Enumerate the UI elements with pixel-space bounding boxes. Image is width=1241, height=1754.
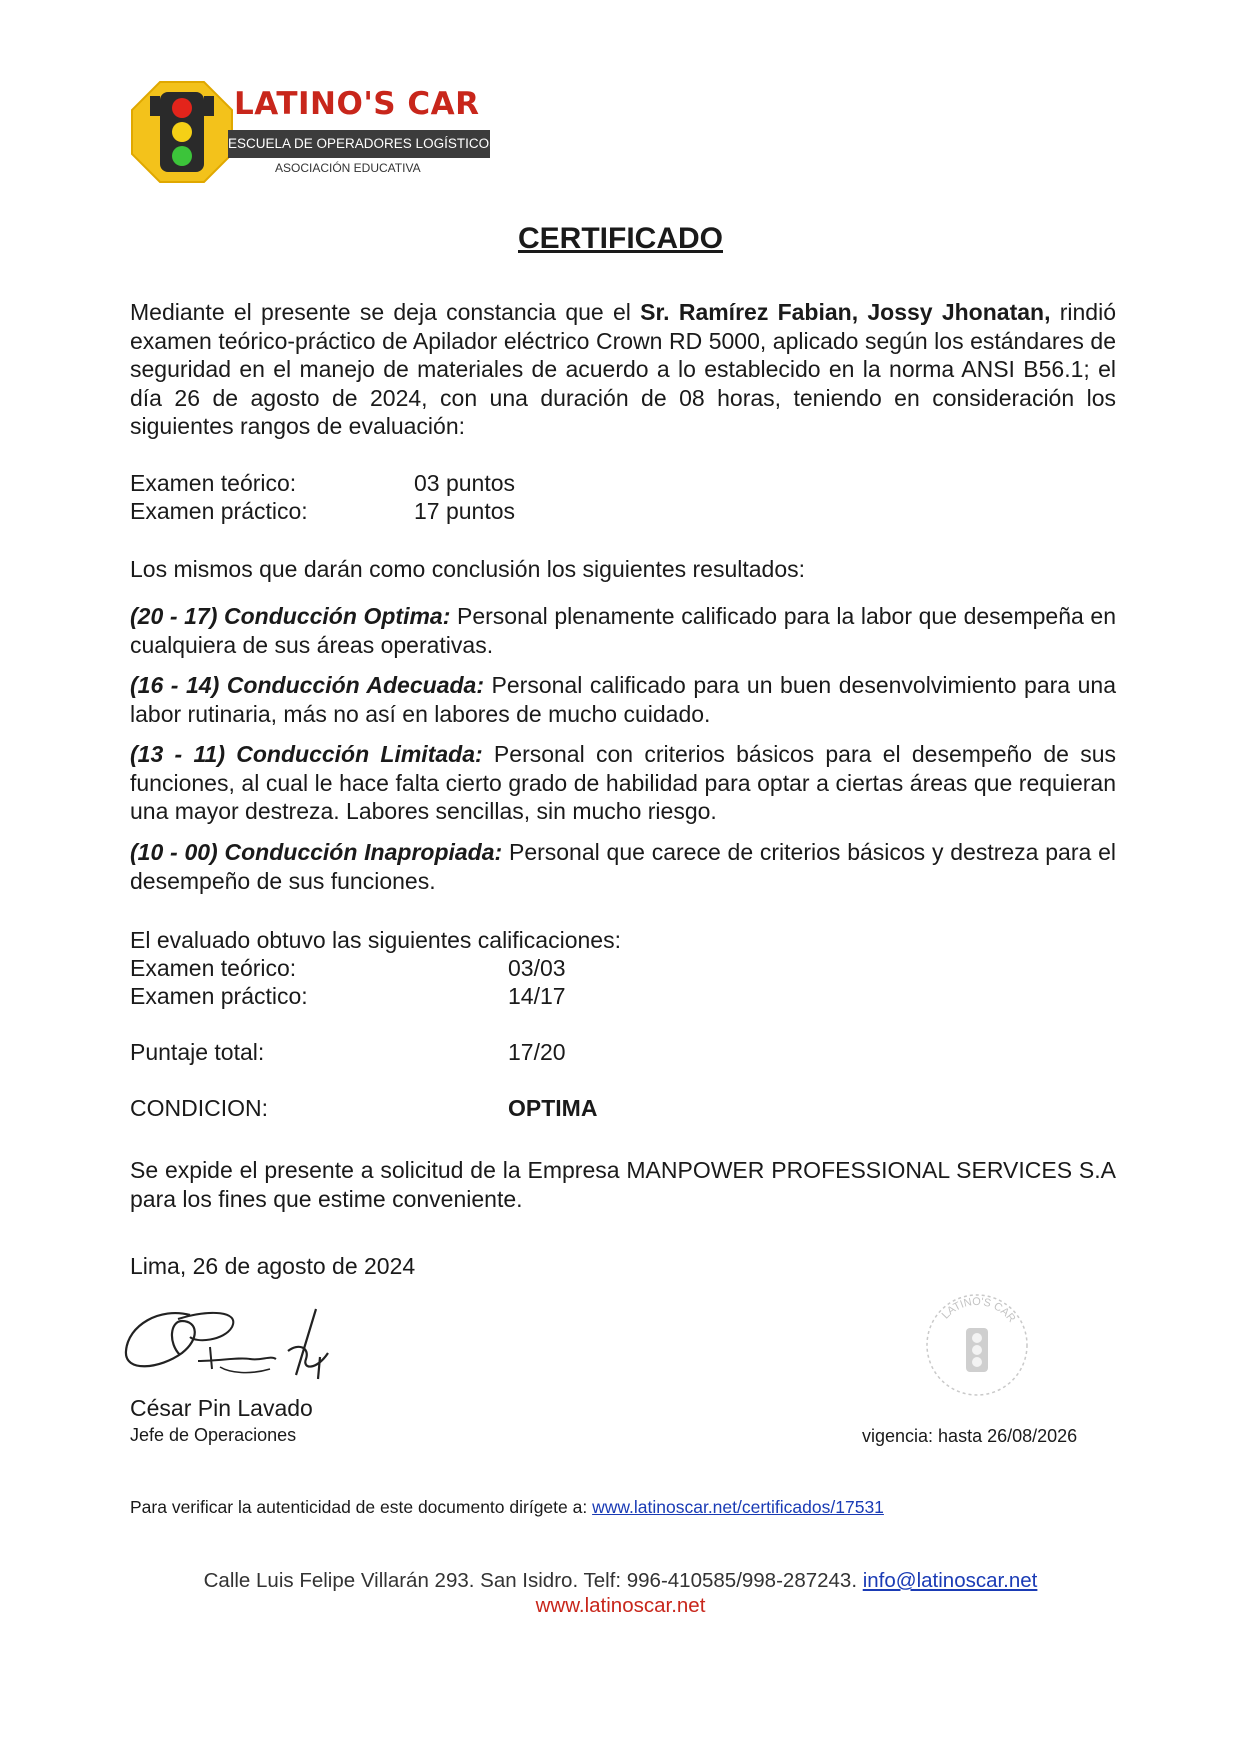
seal-text: LATINO'S CAR <box>939 1295 1018 1325</box>
level-limitada <box>130 740 1116 826</box>
condition-label: CONDICION: <box>130 1095 268 1121</box>
result-value: 14/17 <box>508 983 566 1009</box>
results-intro: El evaluado obtuvo las siguientes calificaciones: <box>130 927 621 953</box>
level-heading: (10 - 00) Conducción Inapropiada: <box>130 839 503 865</box>
level-heading: (13 - 11) Conducción Limitada: <box>130 741 483 767</box>
level-adecuada <box>130 671 1116 728</box>
document-title: CERTIFICADO <box>518 222 723 255</box>
validity-label: vigencia: hasta 26/08/2026 <box>862 1426 1078 1446</box>
place-date: Lima, 26 de agosto de 2024 <box>130 1253 416 1279</box>
traffic-light-icon <box>130 80 234 184</box>
level-heading: (16 - 14) Conducción Adecuada: <box>130 672 484 698</box>
candidate-name: Sr. Ramírez Fabian, Jossy Jhonatan, <box>640 299 1051 325</box>
range-value: 03 puntos <box>414 470 516 496</box>
level-text: Personal con criterios básicos para el desempeño de sus funciones, al cual le hace falta cierto grado de habilidad para optar a ciertas áreas que requieran una mayor destreza. Labores sencillas, sin mucho riesgo. <box>130 741 1117 824</box>
intro-paragraph <box>130 298 1116 441</box>
school-name: ESCUELA DE OPERADORES LOGÍSTICOS <box>228 130 490 158</box>
verify-text: Para verificar la autenticidad de este documento dirígete a: <box>130 1497 593 1517</box>
result-label: Puntaje total: <box>130 1039 265 1065</box>
logo <box>130 80 499 190</box>
signer-role: Jefe de Operaciones <box>130 1425 297 1445</box>
range-row-theory <box>130 469 516 498</box>
result-label: Examen teórico: <box>130 955 297 981</box>
result-label: Examen práctico: <box>130 983 308 1009</box>
level-heading: (20 - 17) Conducción Optima: <box>130 603 451 629</box>
association-label: ASOCIACIÓN EDUCATIVA <box>275 161 421 175</box>
signature <box>120 1303 340 1389</box>
brand-name: LATINO'S CAR <box>234 86 480 122</box>
level-inapropiada <box>130 838 1116 895</box>
footer-address <box>0 1568 1241 1593</box>
result-row-condition <box>130 1094 598 1123</box>
result-row-practice <box>130 982 566 1011</box>
result-value: 17/20 <box>508 1039 566 1065</box>
svg-text:LATINO'S CAR <box>940 1296 1018 1325</box>
conclusion-intro: Los mismos que darán como conclusión los siguientes resultados: <box>130 556 806 582</box>
issued-paragraph: Se expide el presente a solicitud de la Empresa MANPOWER PROFESSIONAL SERVICES S.A para los fines que estime conveniente. <box>130 1157 1116 1212</box>
seal-stamp-icon <box>922 1290 1032 1400</box>
verify-link[interactable]: www.latinoscar.net/certificados/17531 <box>592 1497 884 1517</box>
level-text: Personal calificado para un buen desenvolvimiento para una labor rutinaria, más no así en labores de mucho cuidado. <box>130 672 1117 727</box>
verify-line <box>130 1496 884 1518</box>
footer-website[interactable]: www.latinoscar.net <box>535 1594 706 1617</box>
address-text: Calle Luis Felipe Villarán 293. San Isidro. Telf: 996-410585/998-287243. <box>203 1569 863 1592</box>
intro-post: rindió examen teórico-práctico de Apilador eléctrico Crown RD 5000, aplicado según los estándares de seguridad en el manejo de materiales de acuerdo a lo establecido en la norma ANSI B56.1; el día 26 de agosto de 2024, con una duración de 08 horas, teniendo en consideración los siguientes rangos de evaluación: <box>130 299 1116 439</box>
intro-pre: Mediante el presente se deja constancia que el <box>130 299 641 325</box>
level-text: Personal plenamente calificado para la labor que desempeña en cualquiera de sus áreas operativas. <box>130 603 1116 658</box>
level-optima <box>130 602 1116 659</box>
range-row-practice <box>130 497 516 526</box>
email-link[interactable]: info@latinoscar.net <box>862 1569 1038 1592</box>
signer-name: César Pin Lavado <box>130 1395 313 1421</box>
result-row-total <box>130 1038 566 1067</box>
condition-value: OPTIMA <box>508 1095 598 1121</box>
result-row-theory <box>130 954 566 983</box>
range-label: Examen práctico: <box>130 498 308 524</box>
level-text: Personal que carece de criterios básicos y destreza para el desempeño de sus funciones. <box>130 839 1116 894</box>
result-value: 03/03 <box>508 955 566 981</box>
range-label: Examen teórico: <box>130 470 297 496</box>
range-value: 17 puntos <box>414 498 516 524</box>
